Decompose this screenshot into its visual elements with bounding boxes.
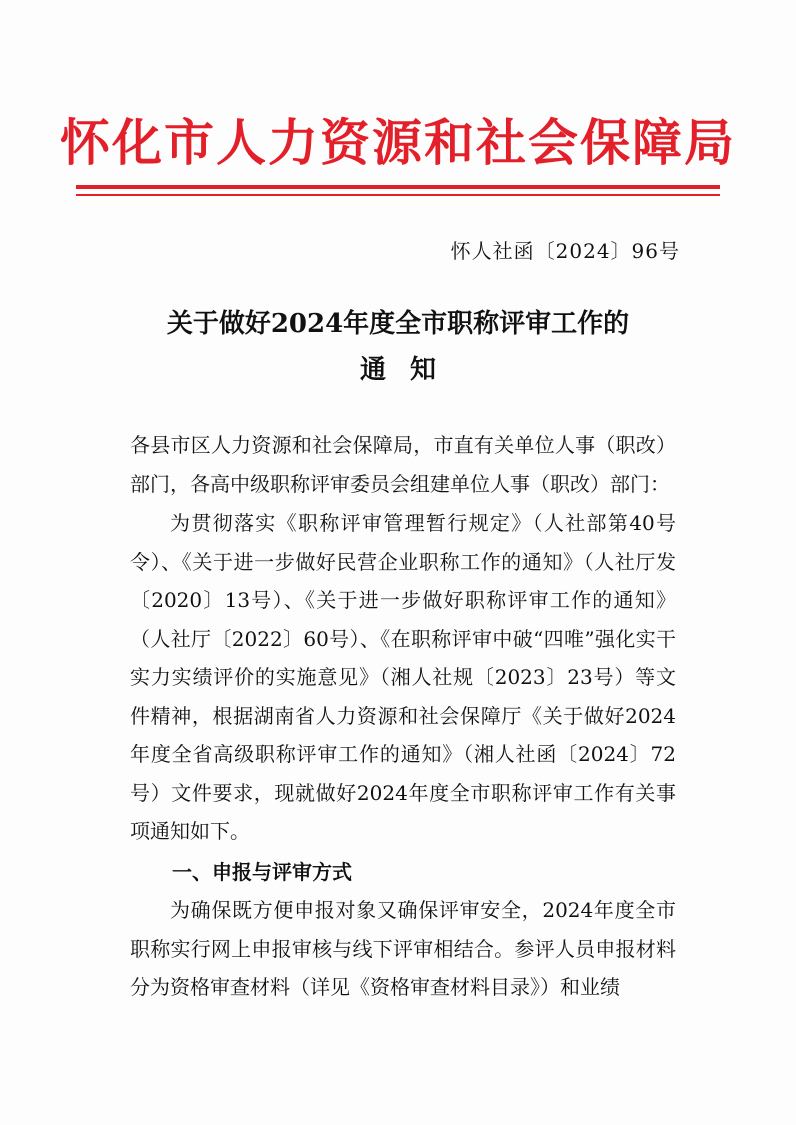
letterhead-rule-thick [76, 185, 720, 189]
body-paragraph-2-text: 为确保既方便申报对象又确保评审安全，2024年度全市职称实行网上申报审核与线下评审相结合。参评人员申报材料分为资格审查材料（详见《资格审查材料目录》）和业绩 [130, 898, 676, 999]
document-title-line2: 通知 [359, 355, 460, 385]
letterhead-rule-thin [76, 194, 720, 196]
body-paragraph-1 [130, 504, 676, 851]
document-title-line1: 关于做好2024年度全市职称评审工作的 [166, 309, 630, 339]
addressee-paragraph [130, 426, 676, 503]
section-heading-1: 一、申报与评审方式 [172, 860, 352, 884]
body-paragraph-1-text: 为贯彻落实《职称评审管理暂行规定》（人社部第40号令）、《关于进一步做好民营企业职称工作的通知》（人社厅发〔2020〕13号）、《关于进一步做好职称评审工作的通知》（人社厅〔2022〕60号）、《在职称评审中破“四唯”强化实干实力实绩评价的实施意见》（湘人社规〔2023〕23号）等文件精神，根据湖南省人力资源和社会保障厅《关于做好2024年度全省高级职称评审工作的通知》（湘人社函〔2024〕72号）文件要求，现就做好2024年度全市职称评审工作有关事项通知如下。 [130, 511, 676, 843]
letterhead-org-name: 怀化市人力资源和社会保障局 [60, 114, 736, 172]
body-paragraph-2 [130, 891, 676, 1007]
addressee-text: 各县市区人力资源和社会保障局，市直有关单位人事（职改）部门，各高中级职称评审委员会组建单位人事（职改）部门： [130, 433, 676, 496]
document-number: 怀人社函〔2024〕96号 [450, 239, 680, 263]
